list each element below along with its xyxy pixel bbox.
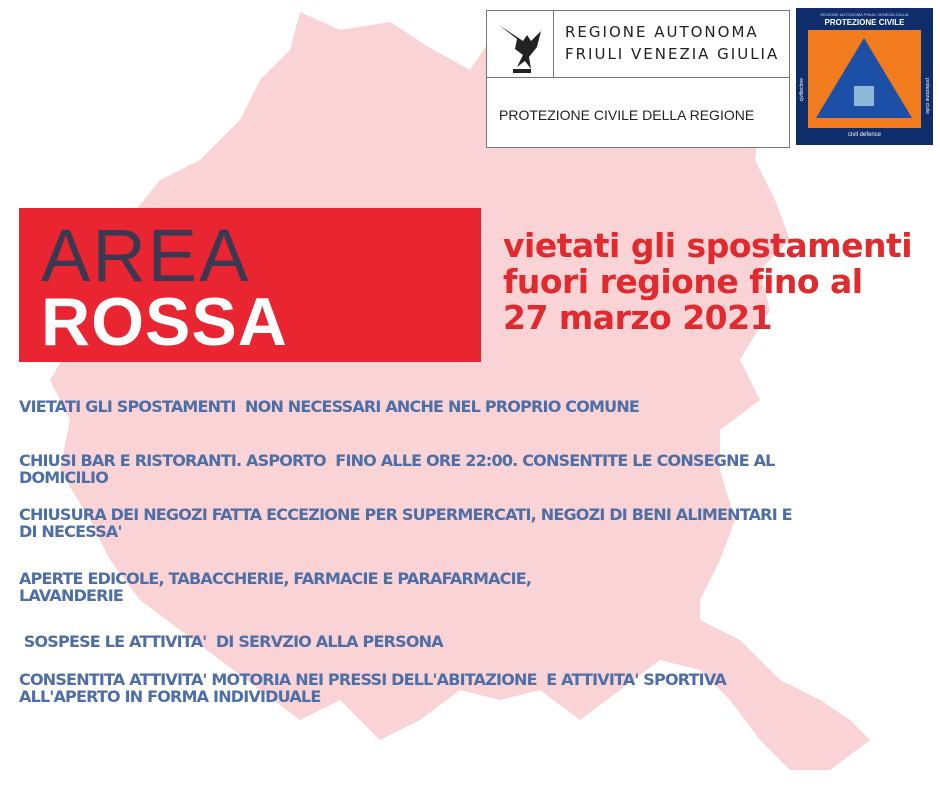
triangle-icon (808, 30, 921, 128)
logo-top-text: REGIONE AUTONOMA FRIULI VENEZIA GIULIA (820, 12, 909, 17)
header-divider (487, 77, 789, 78)
department-name: PROTEZIONE CIVILE DELLA REGIONE (499, 107, 755, 123)
eagle-icon (487, 11, 553, 77)
rule-item: CHIUSURA DEI NEGOZI FATTA ECCEZIONE PER SUPERMERCATI, NEGOZI DI BENI ALIMENTARI E DI NECESSA' (19, 505, 792, 541)
travel-ban-tagline (503, 228, 912, 336)
region-name-line1: REGIONE AUTONOMA (565, 23, 759, 41)
banner-word-rossa: ROSSA (41, 284, 288, 360)
logo-left-text: cjviltechne (799, 78, 805, 102)
logo-title: PROTEZIONE CIVILE (824, 18, 905, 27)
area-rossa-banner (19, 208, 481, 362)
tagline-line1: vietati gli spostamenti (503, 226, 913, 265)
logo-bottom-text: civil defence (847, 132, 882, 138)
logo-orange-square (808, 30, 921, 128)
rule-item: CHIUSI BAR E RISTORANTI. ASPORTO FINO ALLE ORE 22:00. CONSENTITE LE CONSEGNE AL DOMICILIO (19, 451, 775, 487)
rule-item: SOSPESE LE ATTIVITA' DI SERVZIO ALLA PERSONA (19, 632, 443, 651)
rule-item: CONSENTITA ATTIVITA' MOTORIA NEI PRESSI DELL'ABITAZIONE E ATTIVITA' SPORTIVA ALL'APERTO IN FORMA INDIVIDUALE (19, 670, 726, 706)
region-name (565, 21, 779, 65)
civil-protection-logo (796, 8, 933, 145)
rule-item: VIETATI GLI SPOSTAMENTI NON NECESSARI ANCHE NEL PROPRIO COMUNE (19, 397, 640, 416)
region-name-line2: FRIULI VENEZIA GIULIA (565, 45, 780, 63)
logo-right-text: protezione civile (924, 78, 930, 114)
tagline-line2: fuori regione fino al (503, 262, 863, 301)
region-header (486, 10, 790, 148)
tagline-line3: 27 marzo 2021 (503, 298, 773, 337)
eagle-emblem (487, 11, 554, 78)
banner-word-area: AREA (41, 214, 251, 297)
rule-item: APERTE EDICOLE, TABACCHERIE, FARMACIE E PARAFARMACIE, LAVANDERIE (19, 569, 532, 605)
